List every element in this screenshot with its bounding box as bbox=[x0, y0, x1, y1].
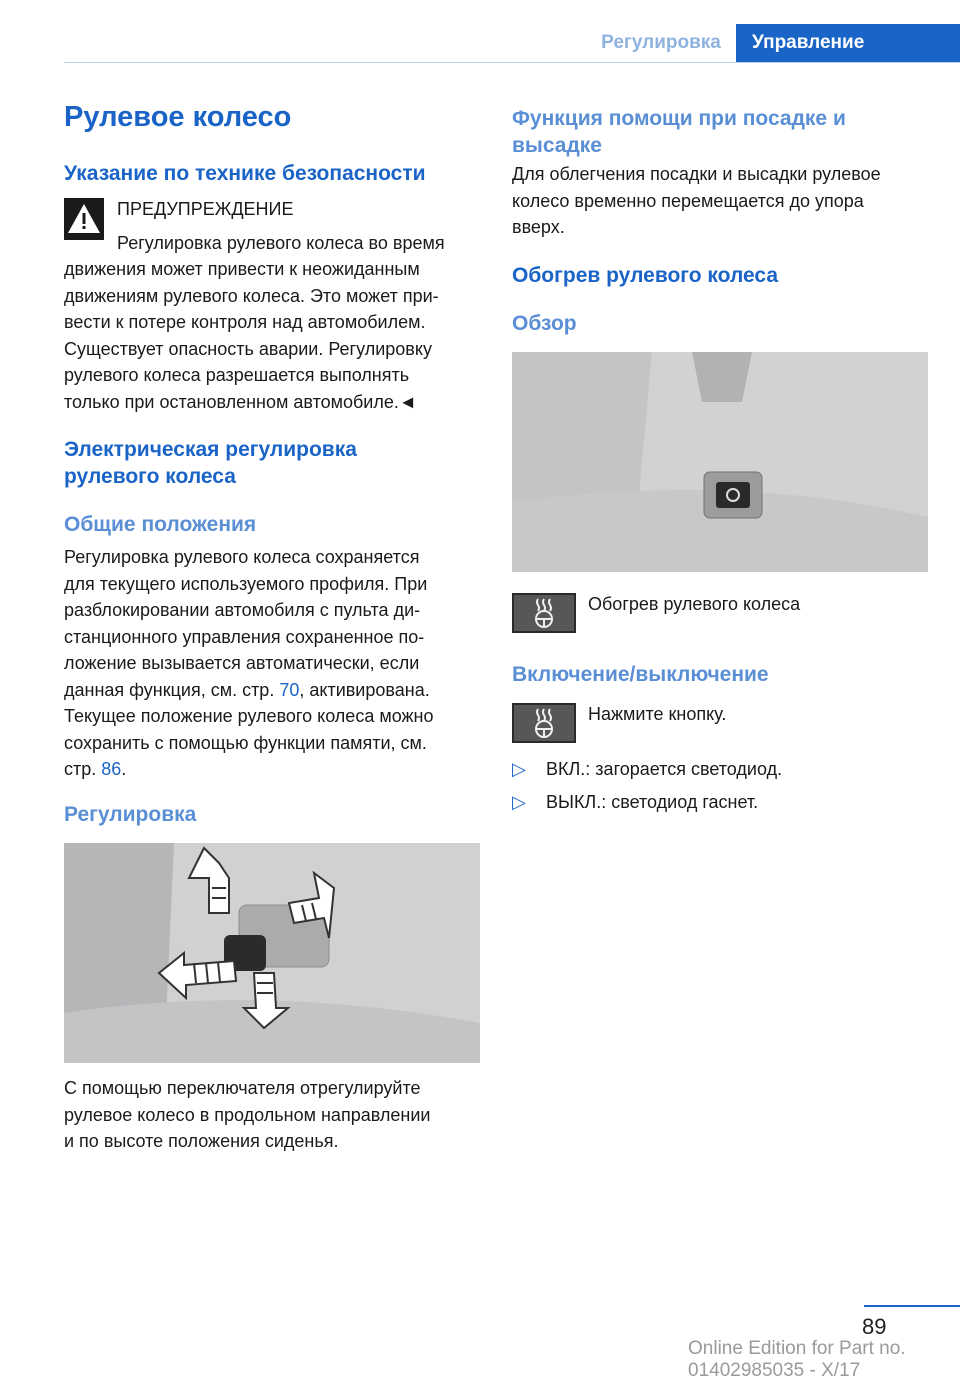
edition-note: Online Edition for Part no. 01402985035 - X/17 bbox=[688, 1338, 906, 1381]
adjust-heading: Регулировка bbox=[64, 803, 197, 826]
current-line: стр. 86. bbox=[64, 759, 127, 779]
warning-line-1: Регулировка рулевого колеса во время bbox=[117, 233, 445, 253]
entry-line: колесо временно перемещается до упора bbox=[512, 190, 864, 211]
press-button-text: Нажмите кнопку. bbox=[588, 704, 727, 724]
adjust-switch-photo bbox=[64, 843, 480, 1063]
warning-line: рулевого колеса разрешается выполнять bbox=[64, 365, 410, 385]
list-item: ▷ ВЫКЛ.: светодиод гаснет. bbox=[512, 789, 932, 816]
bullet-marker: ▷ bbox=[512, 791, 526, 812]
warning-line: Существует опасность аварии. Регулировку bbox=[64, 338, 432, 359]
general-line: ложение вызывается автоматически, если bbox=[64, 653, 420, 673]
warning-line: только при остановленном автомобиле.◄ bbox=[64, 391, 417, 412]
entry-line: Для облегчения посадки и высадки рулевое bbox=[512, 164, 881, 184]
heating-heading: Обогрев рулевого колеса bbox=[512, 264, 779, 287]
bullet-marker: ▷ bbox=[512, 759, 526, 779]
onoff-heading: Включение/выключение bbox=[512, 663, 769, 686]
electric-adjust-heading: Электрическая регулировка рулевого колеса bbox=[64, 438, 357, 488]
current-line: Текущее положение рулевого колеса можно bbox=[64, 706, 434, 726]
general-line: данная функция, см. стр. 70, активирована. bbox=[64, 679, 430, 700]
warning-line: движения может привести к неожиданным bbox=[64, 259, 420, 279]
general-line: для текущего используемого профиля. При bbox=[64, 573, 428, 594]
bullet-list bbox=[512, 756, 932, 815]
page-title: Рулевое колесо bbox=[64, 101, 292, 133]
general-text bbox=[64, 544, 484, 703]
page-link-86[interactable]: 86 bbox=[101, 759, 122, 779]
page-number: 89 bbox=[862, 1314, 887, 1339]
entry-assist-text bbox=[512, 161, 932, 241]
icon-caption: Обогрев рулевого колеса bbox=[588, 594, 801, 614]
warning-label: ПРЕДУПРЕЖДЕНИЕ bbox=[117, 199, 294, 219]
warning-icon bbox=[64, 198, 104, 240]
footer-divider bbox=[864, 1305, 960, 1307]
entry-assist-heading: Функция помощи при посадке и высадке bbox=[512, 107, 846, 157]
adjust-text bbox=[64, 1075, 484, 1155]
warning-text bbox=[64, 256, 484, 415]
general-line: станционного управления сохраненное по- bbox=[64, 626, 425, 647]
current-line: сохранить с помощью функции памяти, см. bbox=[64, 732, 427, 753]
steering-heat-icon bbox=[512, 593, 576, 633]
heating-button-photo bbox=[512, 352, 928, 572]
adjust-line: и по высоте положения сиденья. bbox=[64, 1131, 339, 1151]
adjust-line: рулевое колесо в продольном направлении bbox=[64, 1104, 431, 1125]
general-line: Регулировка рулевого колеса сохраняется bbox=[64, 547, 420, 567]
adjust-line: С помощью переключателя отрегулируйте bbox=[64, 1078, 421, 1098]
warning-line: вести к потере контроля над автомобилем. bbox=[64, 312, 426, 332]
page-link-70[interactable]: 70 bbox=[279, 679, 300, 700]
entry-line: вверх. bbox=[512, 217, 565, 237]
header-divider bbox=[64, 62, 960, 63]
general-heading: Общие положения bbox=[64, 513, 257, 536]
safety-heading: Указание по технике безопасности bbox=[64, 162, 426, 185]
header-tab-regulation[interactable]: Регулировка bbox=[601, 32, 721, 53]
steering-heat-button-icon[interactable] bbox=[512, 703, 576, 743]
list-item: ▷ ВКЛ.: загорается светодиод. bbox=[512, 756, 932, 783]
header-tab-controls[interactable]: Управление bbox=[736, 24, 960, 62]
overview-heading: Обзор bbox=[512, 312, 577, 335]
general-line: разблокировании автомобиля с пульта ди- bbox=[64, 600, 421, 620]
warning-line: движениям рулевого колеса. Это может при- bbox=[64, 285, 439, 306]
current-position-text bbox=[64, 703, 484, 783]
